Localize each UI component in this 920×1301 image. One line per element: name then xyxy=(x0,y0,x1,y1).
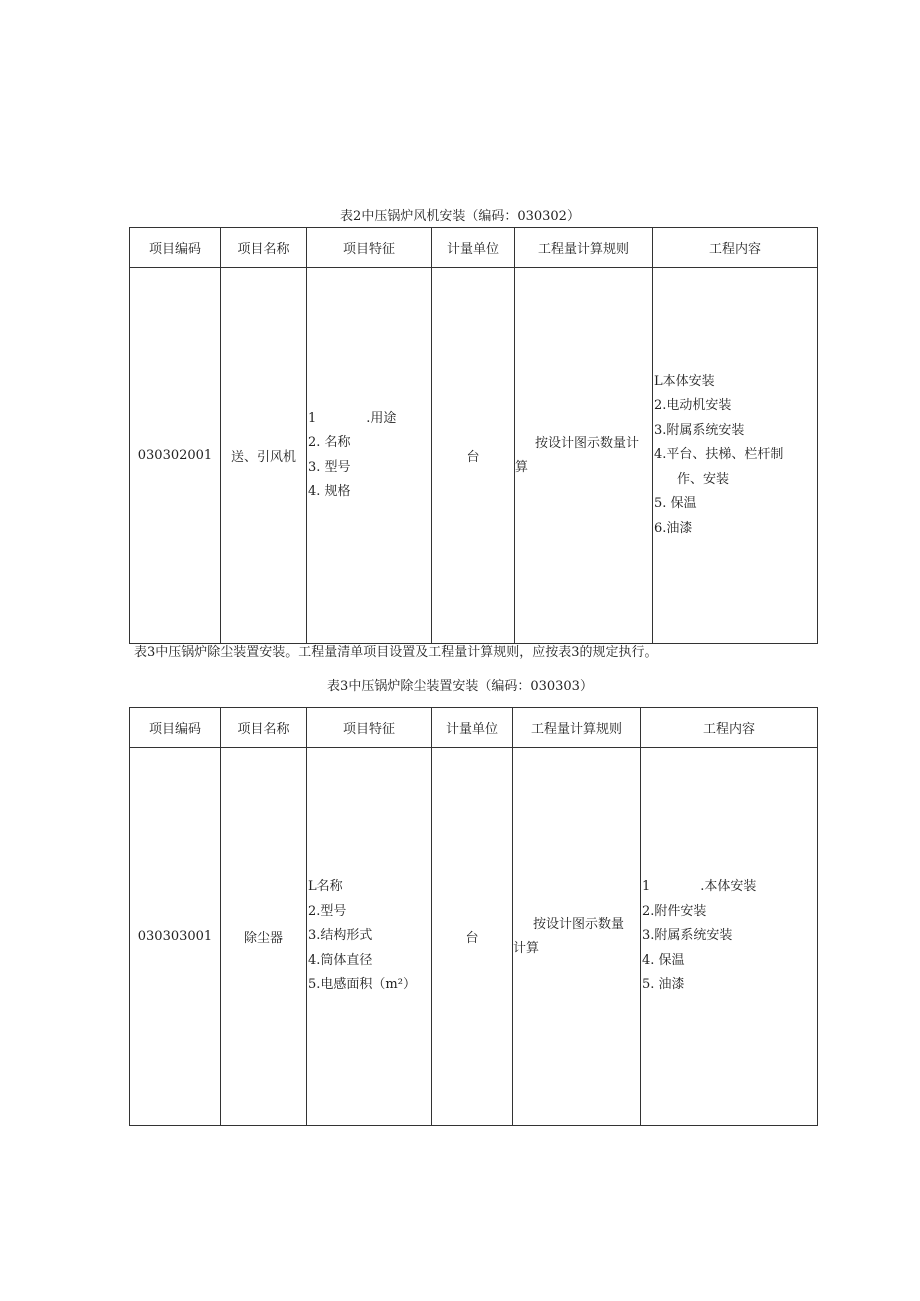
list-item: 5. 油漆 xyxy=(642,977,685,993)
list-item: 3.结构形式 xyxy=(308,928,373,944)
table2-features xyxy=(307,268,432,644)
table3-caption: 表3中压锅炉除尘装置安装（编码：030303） xyxy=(327,679,593,694)
list-item: 4. 规格 xyxy=(308,484,351,499)
table2-unit: 台 xyxy=(432,268,515,644)
table2-header-code: 项目编码 xyxy=(130,228,221,268)
list-item: 2.型号 xyxy=(308,903,347,919)
table3-unit: 台 xyxy=(432,748,513,1126)
table2-header-features: 项目特征 xyxy=(307,228,432,268)
feature-number: 1 xyxy=(308,410,317,426)
table3-header-unit: 计量单位 xyxy=(432,708,513,748)
list-item: L本体安装 xyxy=(654,373,715,389)
list-item: 4.平台、扶梯、栏杆制 xyxy=(654,447,784,463)
table2-header-contents: 工程内容 xyxy=(653,228,818,268)
table3-header-row xyxy=(130,708,818,748)
table3-code: 030303001 xyxy=(130,748,221,1126)
rule-line: 算 xyxy=(515,459,529,475)
list-item xyxy=(642,875,817,900)
feature-text: .用途 xyxy=(366,410,397,426)
content-text: .本体安装 xyxy=(700,879,757,895)
table3-header-code: 项目编码 xyxy=(130,708,221,748)
table2-header-rule: 工程量计算规则 xyxy=(515,228,653,268)
table2-header-unit: 计量单位 xyxy=(432,228,515,268)
table2-header-row xyxy=(130,228,818,268)
table3-header-name: 项目名称 xyxy=(221,708,307,748)
table3-header-rule: 工程量计算规则 xyxy=(513,708,641,748)
table3-rule xyxy=(513,748,641,1126)
list-item: 5.电感面积（m²） xyxy=(308,977,416,993)
content-number: 1 xyxy=(642,879,651,895)
table2-rule xyxy=(515,268,653,644)
table2 xyxy=(129,227,818,644)
list-item: 2.附件安装 xyxy=(642,903,707,919)
list-item: 作、安装 xyxy=(677,471,730,487)
table3-features xyxy=(307,748,432,1126)
table3-header-features: 项目特征 xyxy=(307,708,432,748)
list-item: L名称 xyxy=(308,879,343,895)
table2-header-name: 项目名称 xyxy=(221,228,307,268)
list-item xyxy=(308,407,431,432)
list-item: 3.附属系统安装 xyxy=(642,928,733,944)
table2-code: 030302001 xyxy=(130,268,221,644)
list-item: 4. 保温 xyxy=(642,952,685,968)
table3-contents xyxy=(641,748,818,1126)
list-item: 3. 型号 xyxy=(308,459,351,475)
list-item: 4.筒体直径 xyxy=(308,952,373,968)
table3-note: 表3中压锅炉除尘装置安装。工程量清单项目设置及工程量计算规则，应按表3的规定执行。 xyxy=(134,645,658,660)
rule-line: 按设计图示数量 xyxy=(533,916,625,932)
table3 xyxy=(129,707,818,1126)
list-item: 5. 保温 xyxy=(654,496,697,512)
list-item: 3.附属系统安装 xyxy=(654,422,745,438)
rule-line: 按设计图示数量计 xyxy=(535,435,640,451)
rule-line: 计算 xyxy=(513,940,540,956)
list-item: 6.油漆 xyxy=(654,520,693,536)
table2-caption: 表2中压锅炉风机安装（编码：030302） xyxy=(340,209,580,224)
table3-header-contents: 工程内容 xyxy=(641,708,818,748)
table-row xyxy=(130,268,818,644)
list-item: 2.电动机安装 xyxy=(654,398,732,414)
table2-contents xyxy=(653,268,818,644)
table-row xyxy=(130,748,818,1126)
list-item: 2. 名称 xyxy=(308,435,351,450)
table3-name: 除尘器 xyxy=(221,748,307,1126)
table2-name: 送、引风机 xyxy=(221,268,307,644)
